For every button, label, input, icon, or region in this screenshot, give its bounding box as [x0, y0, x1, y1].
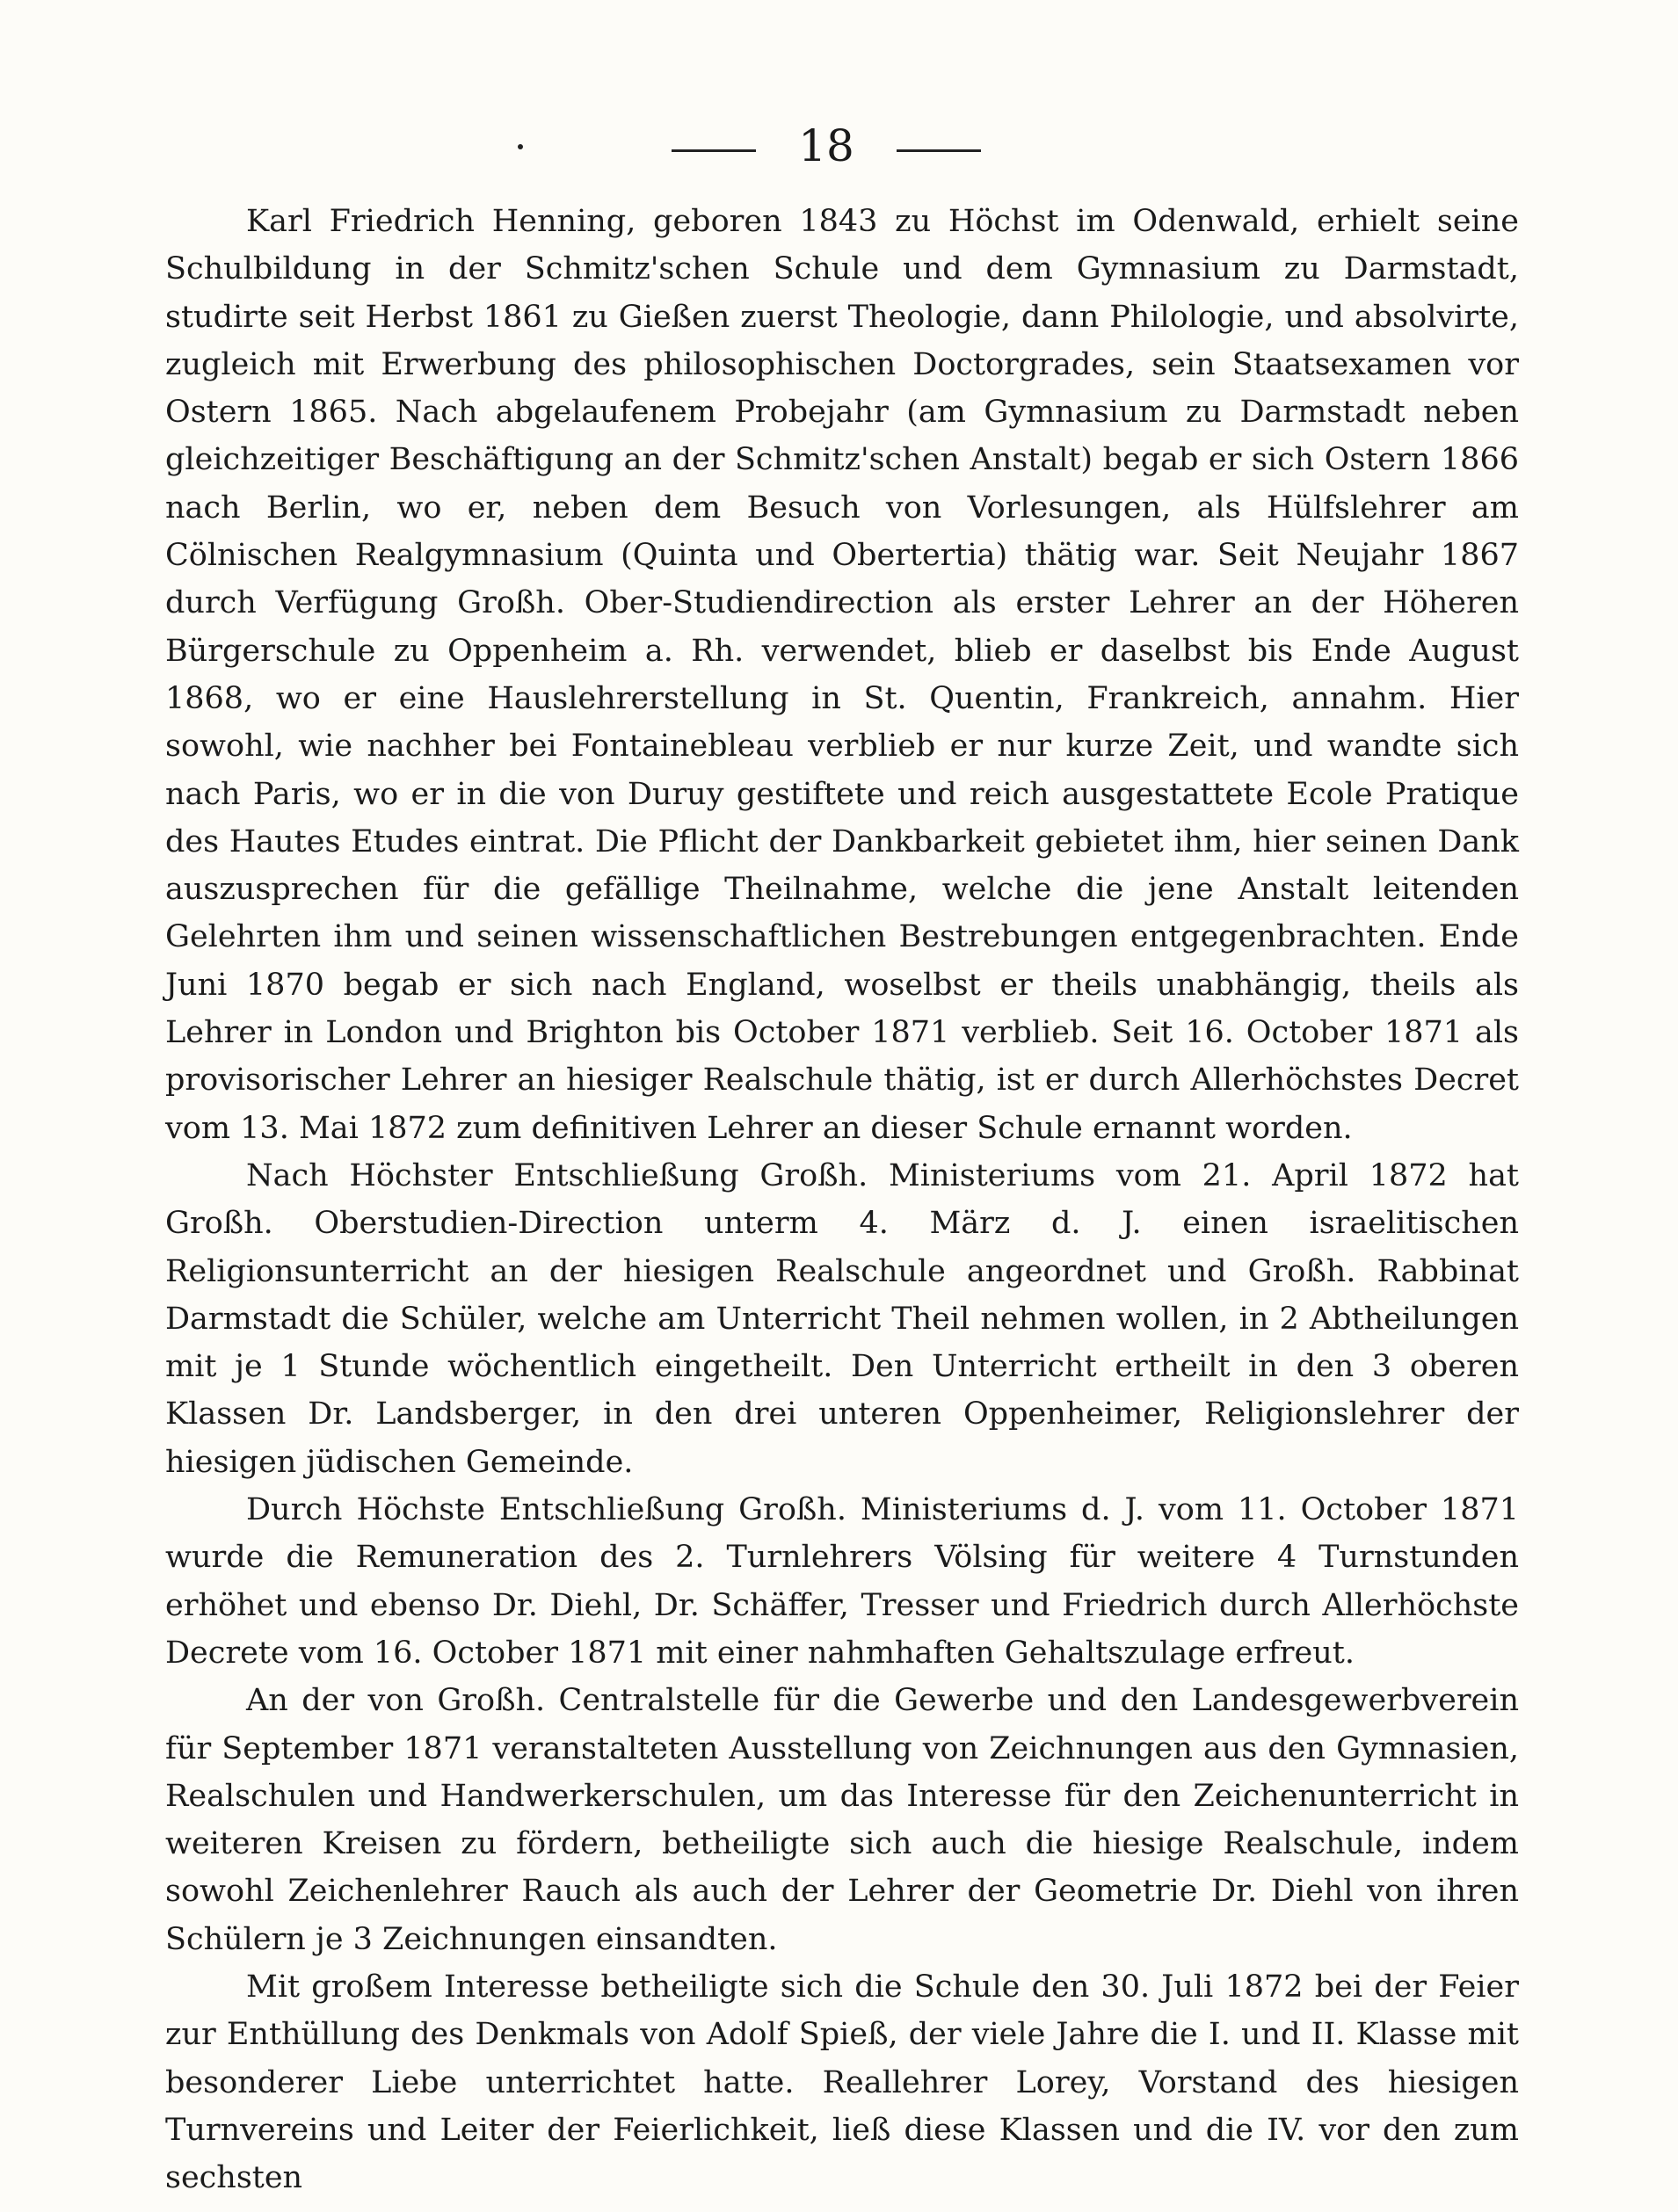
paragraph-monument-unveiling: Mit großem Interesse betheiligte sich die Schule den 30. Juli 1872 bei der Feier zur Enthüllung des Denkmals von Adolf Spieß, der viele Jahre die I. und II. Klasse mit besonderer Liebe unterrichtet hatte. Reallehrer Lorey, Vorstand des hiesigen Turnvereins und Leiter der Feierlichkeit, ließ diese Klassen und die IV. vor den zum sechsten — [165, 1969, 1519, 2196]
page-number: 18 — [798, 120, 854, 171]
paragraph-drawing-exhibition: An der von Großh. Centralstelle für die Gewerbe und den Landesgewerbverein für September 1871 veranstalteten Ausstellung von Zeichnungen aus den Gymnasien, Realschulen und Handwerkerschulen, um das Interesse für den Zeichenunterricht in weiteren Kreisen zu fördern, betheiligte sich auch die hiesige Realschule, indem sowohl Zeichenlehrer Rauch als auch der Lehrer der Geometrie Dr. Diehl von ihren Schülern je 3 Zeichnungen einsandten. — [165, 1683, 1519, 1957]
page-header — [0, 114, 1678, 185]
header-rule-right — [897, 149, 981, 152]
paragraph-remuneration: Durch Höchste Entschließung Großh. Ministeriums d. J. vom 11. October 1871 wurde die Remuneration des 2. Turnlehrers Völsing für weitere 4 Turnstunden erhöhet und ebenso Dr. Diehl, Dr. Schäffer, Tresser und Friedrich durch Allerhöchste Decrete vom 16. October 1871 mit einer nahmhaften Gehaltszulage erfreut. — [165, 1492, 1519, 1671]
header-rule-left — [672, 149, 756, 152]
body-text — [165, 198, 1519, 2201]
paragraph-religious-instruction: Nach Höchster Entschließung Großh. Ministeriums vom 21. April 1872 hat Großh. Oberstudien-Direction unterm 4. März d. J. einen israelitischen Religionsunterricht an der hiesigen Realschule angeordnet und Großh. Rabbinat Darmstadt die Schüler, welche am Unterricht Theil nehmen wollen, in 2 Abtheilungen mit je 1 Stunde wöchentlich eingetheilt. Den Unterricht ertheilt in den 3 oberen Klassen Dr. Landsberger, in den drei unteren Oppenheimer, Religionslehrer der hiesigen jüdischen Gemeinde. — [165, 1157, 1519, 1480]
header-dot — [518, 144, 523, 149]
paragraph-henning-biography: Karl Friedrich Henning, geboren 1843 zu Höchst im Odenwald, erhielt seine Schulbildung in der Schmitz'schen Schule und dem Gymnasium zu Darmstadt, studirte seit Herbst 1861 zu Gießen zuerst Theologie, dann Philologie, und absolvirte, zugleich mit Erwerbung des philosophischen Doctorgrades, sein Staatsexamen vor Ostern 1865. Nach abgelaufenem Probejahr (am Gymnasium zu Darmstadt neben gleichzeitiger Beschäftigung an der Schmitz'schen Anstalt) begab er sich Ostern 1866 nach Berlin, wo er, neben dem Besuch von Vorlesungen, als Hülfslehrer am Cölnischen Realgymnasium (Quinta und Obertertia) thätig war. Seit Neujahr 1867 durch Verfügung Großh. Ober-Studiendirection als erster Lehrer an der Höheren Bürgerschule zu Oppenheim a. Rh. verwendet, blieb er daselbst bis Ende August 1868, wo er eine Hauslehrerstellung in St. Quentin, Frankreich, annahm. Hier sowohl, wie nachher bei Fontainebleau verblieb er nur kurze Zeit, und wandte sich nach Paris, wo er in die von Duruy gestiftete und reich ausgestattete Ecole Pratique des Hautes Etudes eintrat. Die Pflicht der Dankbarkeit gebietet ihm, hier seinen Dank auszusprechen für die gefällige Theilnahme, welche die jene Anstalt leitenden Gelehrten ihm und seinen wissenschaftlichen Bestrebungen entgegenbrachten. Ende Juni 1870 begab er sich nach England, woselbst er theils unabhängig, theils als Lehrer in London und Brighton bis October 1871 verblieb. Seit 16. October 1871 als provisorischer Lehrer an hiesiger Realschule thätig, ist er durch Allerhöchstes Decret vom 13. Mai 1872 zum definitiven Lehrer an dieser Schule ernannt worden. — [165, 204, 1519, 1146]
